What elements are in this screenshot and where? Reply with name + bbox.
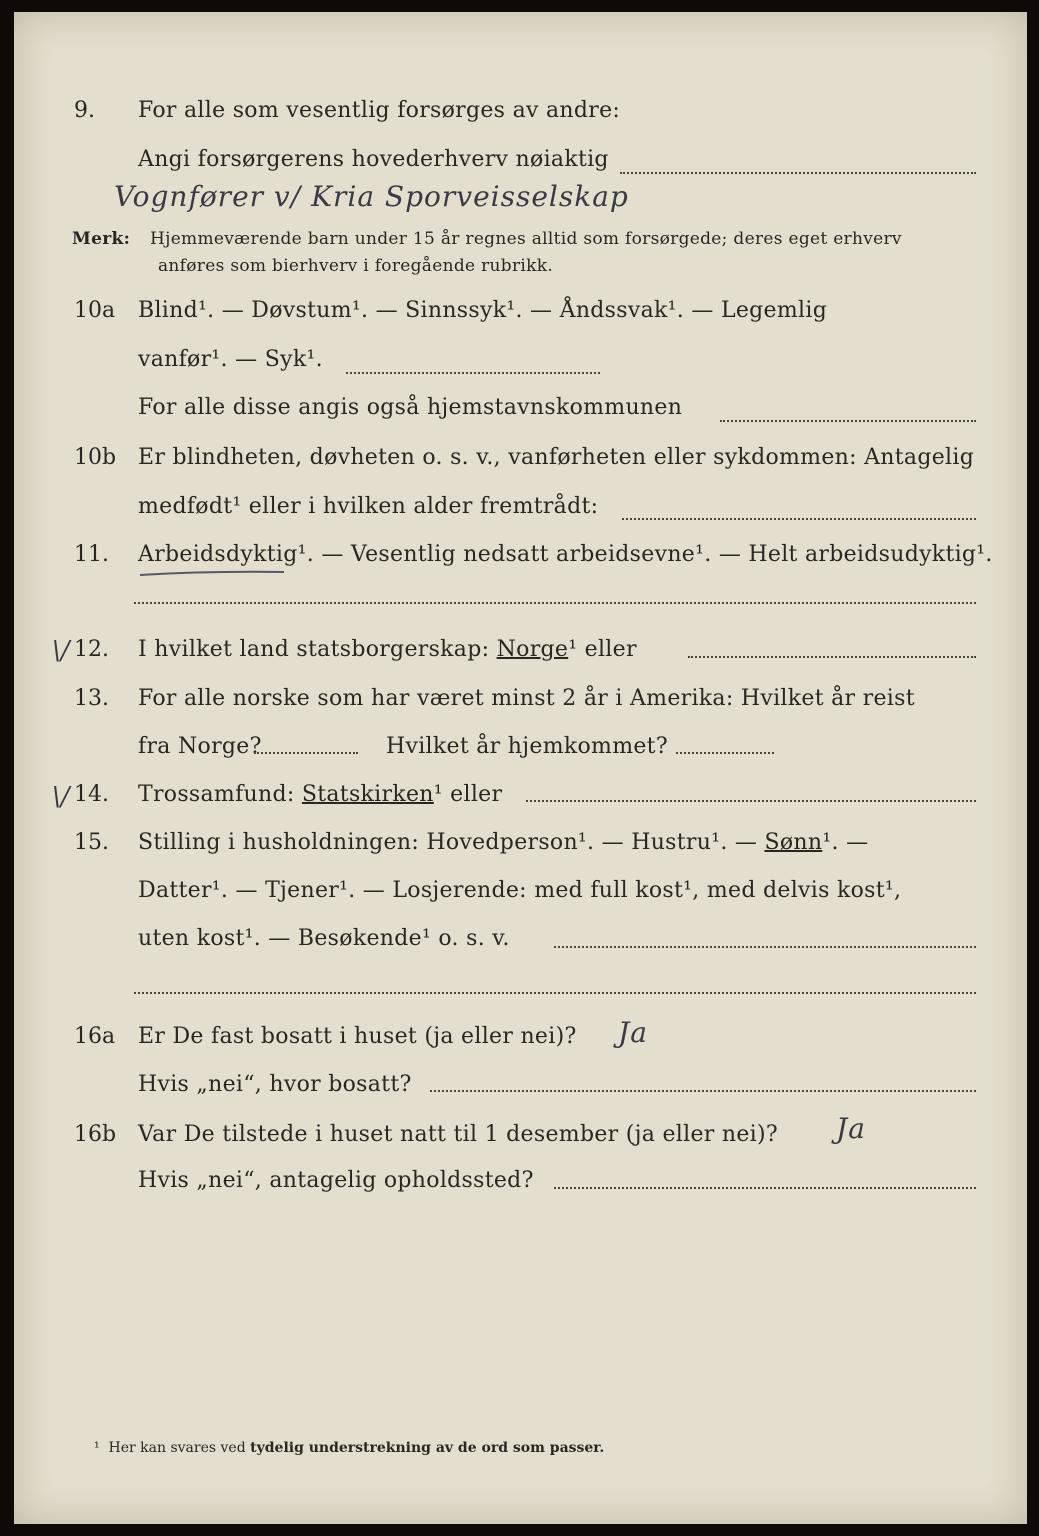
- q16b-line2: Hvis „nei“, antagelig opholdssted?: [138, 1168, 534, 1193]
- footnote-bold-text: tydelig understrekning av de ord som passer.: [250, 1440, 605, 1456]
- q10a-fill-line: [346, 372, 600, 374]
- q11-rest: ¹. — Vesentlig nedsatt arbeidsevne¹. — Helt arbeidsudyktig¹.: [297, 542, 993, 567]
- q12-fill-line: [688, 656, 976, 658]
- q16b-number: 16b: [74, 1122, 117, 1147]
- q9-line2: Angi forsørgerens hovederhverv nøiaktig: [138, 147, 609, 172]
- q14-check-mark: \/: [52, 782, 70, 812]
- q12-before: I hvilket land statsborgerskap:: [138, 637, 490, 662]
- footnote: [94, 1440, 604, 1456]
- q13-line1: For alle norske som har været minst 2 år i Amerika: Hvilket år reist: [138, 686, 915, 711]
- footnote-text: Her kan svares ved: [108, 1440, 246, 1456]
- q16a-handwritten-answer: Ja: [618, 1016, 648, 1049]
- q12-number: 12.: [74, 637, 109, 662]
- q12-check-mark: \/: [52, 636, 70, 666]
- q13-line2a: fra Norge?: [138, 734, 262, 759]
- q10a-line2: vanfør¹. — Syk¹.: [138, 347, 323, 372]
- q15-line1b: ¹. —: [822, 830, 869, 855]
- merk-line2: anføres som bierhverv i foregående rubrikk.: [158, 256, 554, 276]
- q12-after: ¹ eller: [568, 637, 637, 662]
- q16b-handwritten-answer: Ja: [836, 1112, 866, 1145]
- q11-line: [138, 542, 993, 567]
- q16b-line1: Var De tilstede i huset natt til 1 desember (ja eller nei)?: [138, 1122, 778, 1147]
- q11-arbeidsdyktig-underlined: Arbeidsdyktig: [138, 542, 298, 567]
- q9-line1: For alle som vesentlig forsørges av andre:: [138, 98, 621, 123]
- q10a-number: 10a: [74, 298, 116, 323]
- q11-fill-line: [134, 602, 976, 604]
- q10a-home-fill-line: [720, 420, 976, 422]
- q10b-line1: Er blindheten, døvheten o. s. v., vanførheten eller sykdommen: Antagelig: [138, 445, 975, 470]
- q15-line2: Datter¹. — Tjener¹. — Losjerende: med full kost¹, med delvis kost¹,: [138, 878, 902, 903]
- q16a-line2: Hvis „nei“, hvor bosatt?: [138, 1072, 412, 1097]
- q11-number: 11.: [74, 542, 109, 567]
- q10b-number: 10b: [74, 445, 117, 470]
- q9-number: 9.: [74, 98, 95, 123]
- q13-year-home-fill: [676, 752, 774, 754]
- q15-extra-fill-line: [134, 992, 976, 994]
- q16a-fill-line: [430, 1090, 976, 1092]
- q12-line: [138, 637, 637, 662]
- q12-norge-underlined: Norge: [496, 637, 569, 662]
- q14-statskirken-underlined: Statskirken: [301, 782, 434, 807]
- census-form-page: [14, 12, 1027, 1524]
- q15-line3: uten kost¹. — Besøkende¹ o. s. v.: [138, 926, 510, 951]
- q9-fill-line: [620, 172, 976, 174]
- q10a-line3: For alle disse angis også hjemstavnskommunen: [138, 395, 683, 420]
- merk-line1: Hjemmeværende barn under 15 år regnes alltid som forsørgede; deres eget erhverv: [150, 229, 902, 249]
- q15-fill-line: [554, 946, 976, 948]
- q15-line1a: Stilling i husholdningen: Hovedperson¹. — Hustru¹. —: [138, 830, 758, 855]
- merk-label: Merk:: [72, 229, 131, 249]
- q10b-fill-line: [622, 518, 976, 520]
- q10a-line1: Blind¹. — Døvstum¹. — Sinnssyk¹. — Åndssvak¹. — Legemlig: [138, 298, 828, 323]
- q9-handwritten-answer: Vognfører v/ Kria Sporveisselskap: [114, 180, 629, 213]
- q13-line2b: Hvilket år hjemkommet?: [386, 734, 668, 759]
- q15-number: 15.: [74, 830, 109, 855]
- q16a-line1: Er De fast bosatt i huset (ja eller nei)?: [138, 1024, 577, 1049]
- q14-number: 14.: [74, 782, 109, 807]
- q16a-number: 16a: [74, 1024, 116, 1049]
- q10b-line2: medfødt¹ eller i hvilken alder fremtrådt:: [138, 494, 599, 519]
- footnote-mark: ¹: [94, 1440, 100, 1456]
- q15-sonn-underlined: Sønn: [764, 830, 823, 855]
- q14-line: [138, 782, 502, 807]
- q13-year-left-fill: [254, 752, 358, 754]
- q14-fill-line: [526, 800, 976, 802]
- q16b-fill-line: [554, 1187, 976, 1189]
- q15-line1: [138, 830, 868, 855]
- q14-after: ¹ eller: [433, 782, 503, 807]
- q14-before: Trossamfund:: [138, 782, 295, 807]
- q11-pencil-underline: [138, 567, 288, 581]
- q13-number: 13.: [74, 686, 109, 711]
